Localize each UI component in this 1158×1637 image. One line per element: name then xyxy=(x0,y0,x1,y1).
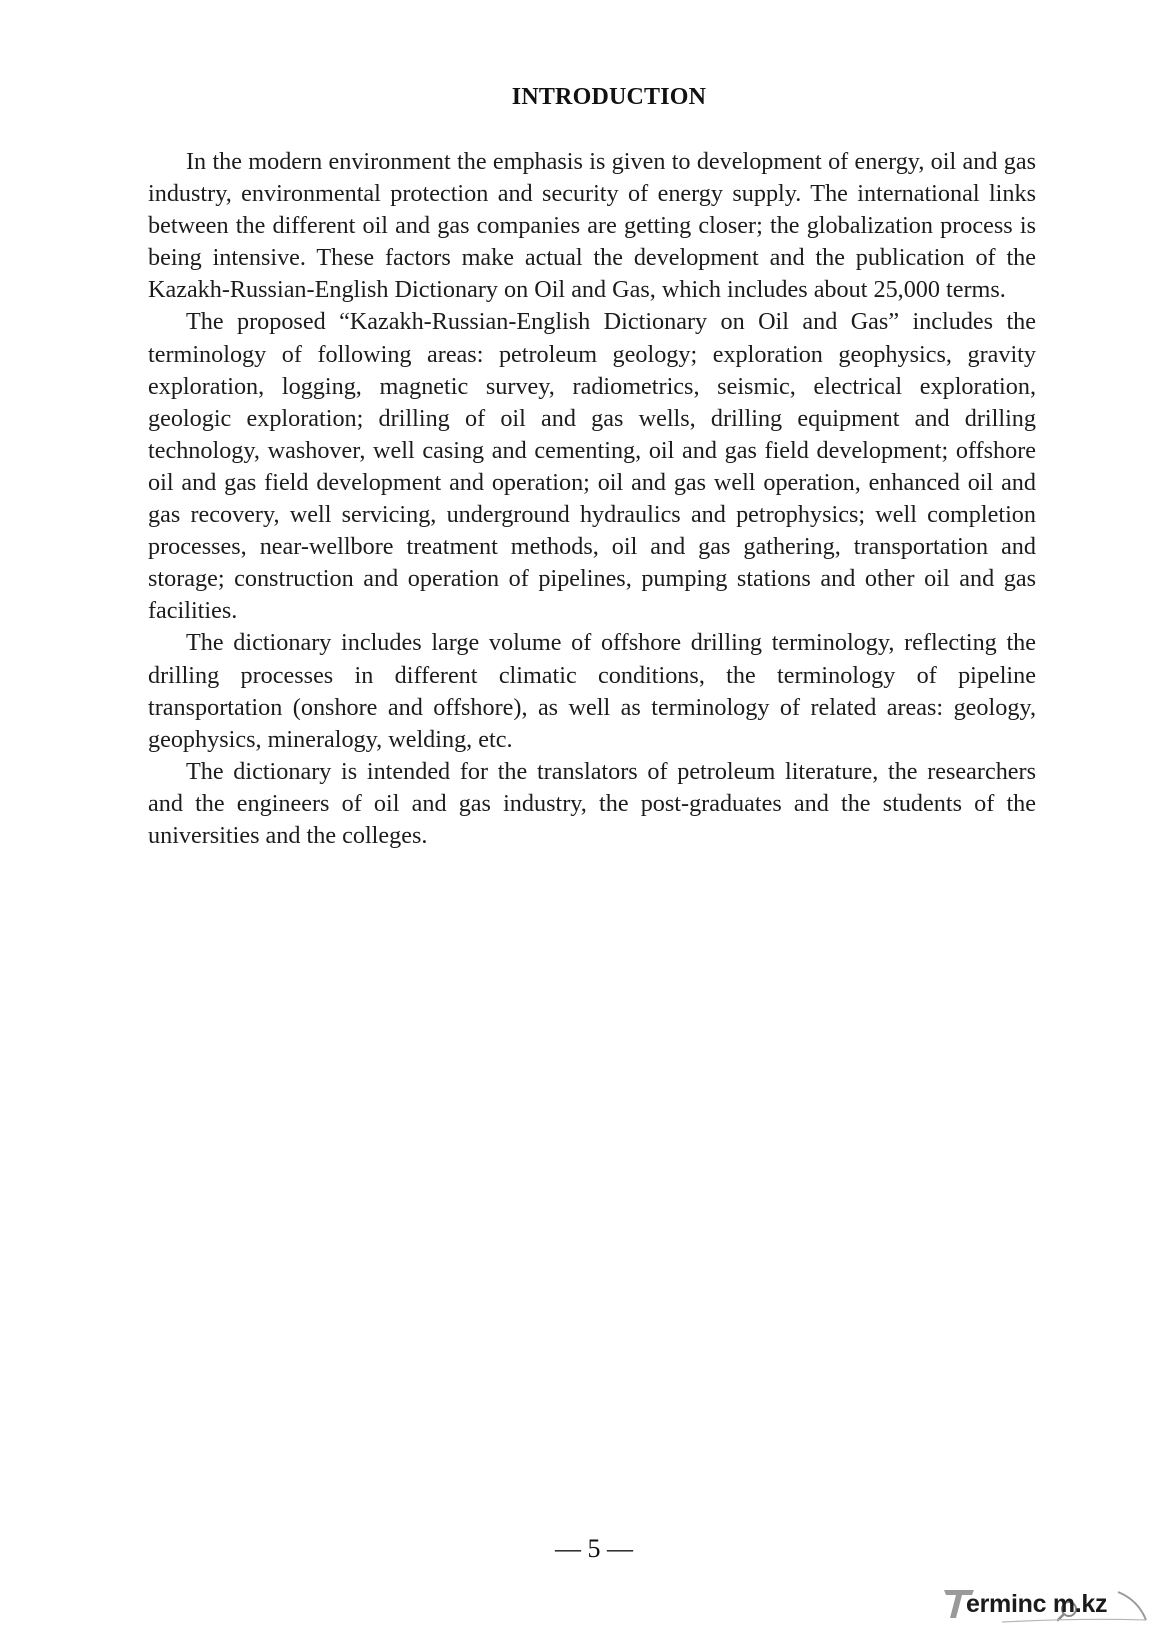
paragraph-4: The dictionary is intended for the translators of petroleum literature, the researchers and the engineers of oil and gas industry, the post-graduates and the students of the universities and the colleges. xyxy=(148,757,1036,849)
body-text xyxy=(148,146,1036,852)
watermark xyxy=(942,1584,1148,1624)
paragraph-3: The dictionary includes large volume of offshore drilling terminology, reflecting the drilling processes in different climatic conditions, the terminology of pipeline transportation (onshore and offshore), as well as terminology of related areas: geology, geophysics, mineralogy, welding, etc. xyxy=(148,629,1036,753)
paragraph-2: The proposed “Kazakh-Russian-English Dictionary on Oil and Gas” includes the terminology of following areas: petroleum geology; exploration geophysics, gravity exploration, logging, magnetic survey, radiometrics, seismic, electrical exploration, geologic exploration; drilling of oil and gas wells, drilling equipment and drilling technology, washover, well casing and cementing, oil and gas field development; offshore oil and gas field development and operation; oil and gas well operation, enhanced oil and gas recovery, well servicing, underground hydraulics and petrophysics; well completion processes, near-wellbore treatment methods, oil and gas gathering, transportation and storage; construction and operation of pipelines, pumping stations and other oil and gas facilities. xyxy=(148,308,1036,625)
page-number: — 5 — xyxy=(555,1534,633,1563)
watermark-text: erminc m.kz xyxy=(966,1590,1108,1618)
paragraph-1: In the modern environment the emphasis is given to development of energy, oil and gas industry, environmental protection and security of energy supply. The international links between the different oil and gas companies are getting closer; the globalization process is being intensive. These factors make actual the development and the publication of the Kazakh-Russian-English Dictionary on Oil and Gas, which includes about 25,000 terms. xyxy=(148,148,1036,304)
page-title: INTRODUCTION xyxy=(511,84,707,110)
